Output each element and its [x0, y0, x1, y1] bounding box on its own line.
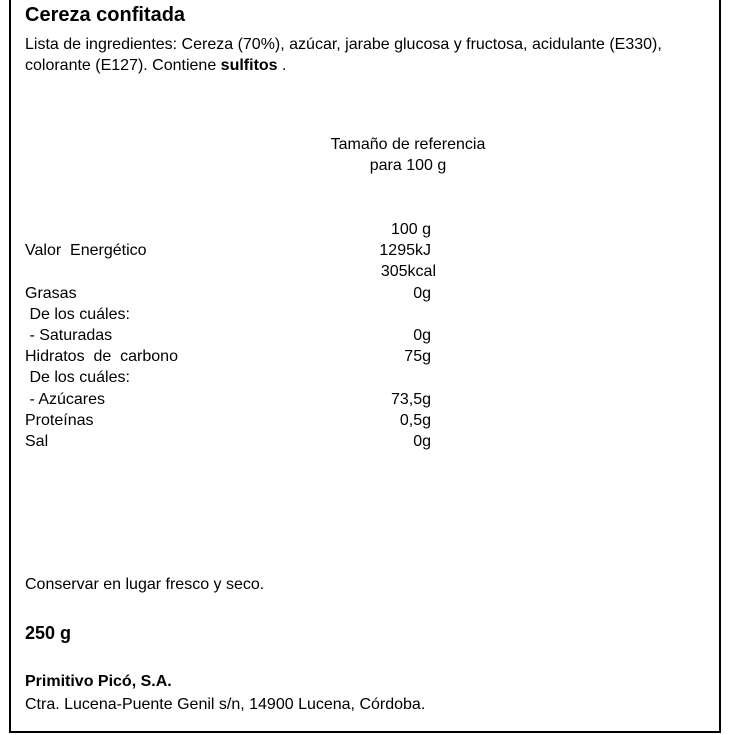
reference-size-line1: Tamaño de referencia	[330, 136, 486, 153]
nutrition-column-header: 100 g	[390, 221, 431, 238]
nutrient-value-protein: 0,5g	[399, 412, 431, 429]
ingredients-text: Lista de ingredientes: Cereza (70%), azúcar, jarabe glucosa y fructosa, acidulante (E330), colorante (E127). Contiene	[25, 36, 662, 74]
reference-size-line2: para 100 g	[369, 157, 447, 174]
nutrient-value-salt: 0g	[413, 433, 431, 450]
product-title: Cereza confitada	[25, 4, 186, 26]
energy-kj-value: 1295kJ	[379, 242, 431, 259]
net-weight: 250 g	[25, 623, 72, 643]
energy-label: Valor Energético	[25, 242, 147, 259]
manufacturer-name: Primitivo Picó, S.A.	[25, 673, 172, 690]
nutrient-label-of-which-2: De los cuáles:	[25, 369, 130, 386]
nutrient-label-carbohydrates: Hidratos de carbono	[25, 348, 178, 365]
nutrient-label-protein: Proteínas	[25, 412, 94, 429]
nutrient-label-fat: Grasas	[25, 285, 77, 302]
nutrient-value-fat: 0g	[413, 285, 431, 302]
nutrient-label-saturates: - Saturadas	[25, 327, 113, 344]
allergen-sulfites: sulfitos	[220, 57, 278, 74]
nutrient-value-saturates: 0g	[413, 327, 431, 344]
nutrient-value-sugars: 73,5g	[390, 391, 431, 408]
nutrient-label-sugars: - Azúcares	[25, 391, 106, 408]
ingredients-list	[25, 34, 705, 76]
ingredients-suffix: .	[277, 57, 287, 74]
reference-size	[261, 134, 555, 176]
manufacturer-address: Ctra. Lucena-Puente Genil s/n, 14900 Lucena, Córdoba.	[25, 696, 426, 713]
energy-kcal-value: 305kcal	[380, 263, 436, 280]
nutrient-label-salt: Sal	[25, 433, 49, 450]
storage-instructions: Conservar en lugar fresco y seco.	[25, 576, 265, 593]
nutrient-value-carbohydrates: 75g	[404, 348, 431, 365]
product-label	[9, 0, 721, 733]
nutrient-label-of-which-1: De los cuáles:	[25, 306, 130, 323]
